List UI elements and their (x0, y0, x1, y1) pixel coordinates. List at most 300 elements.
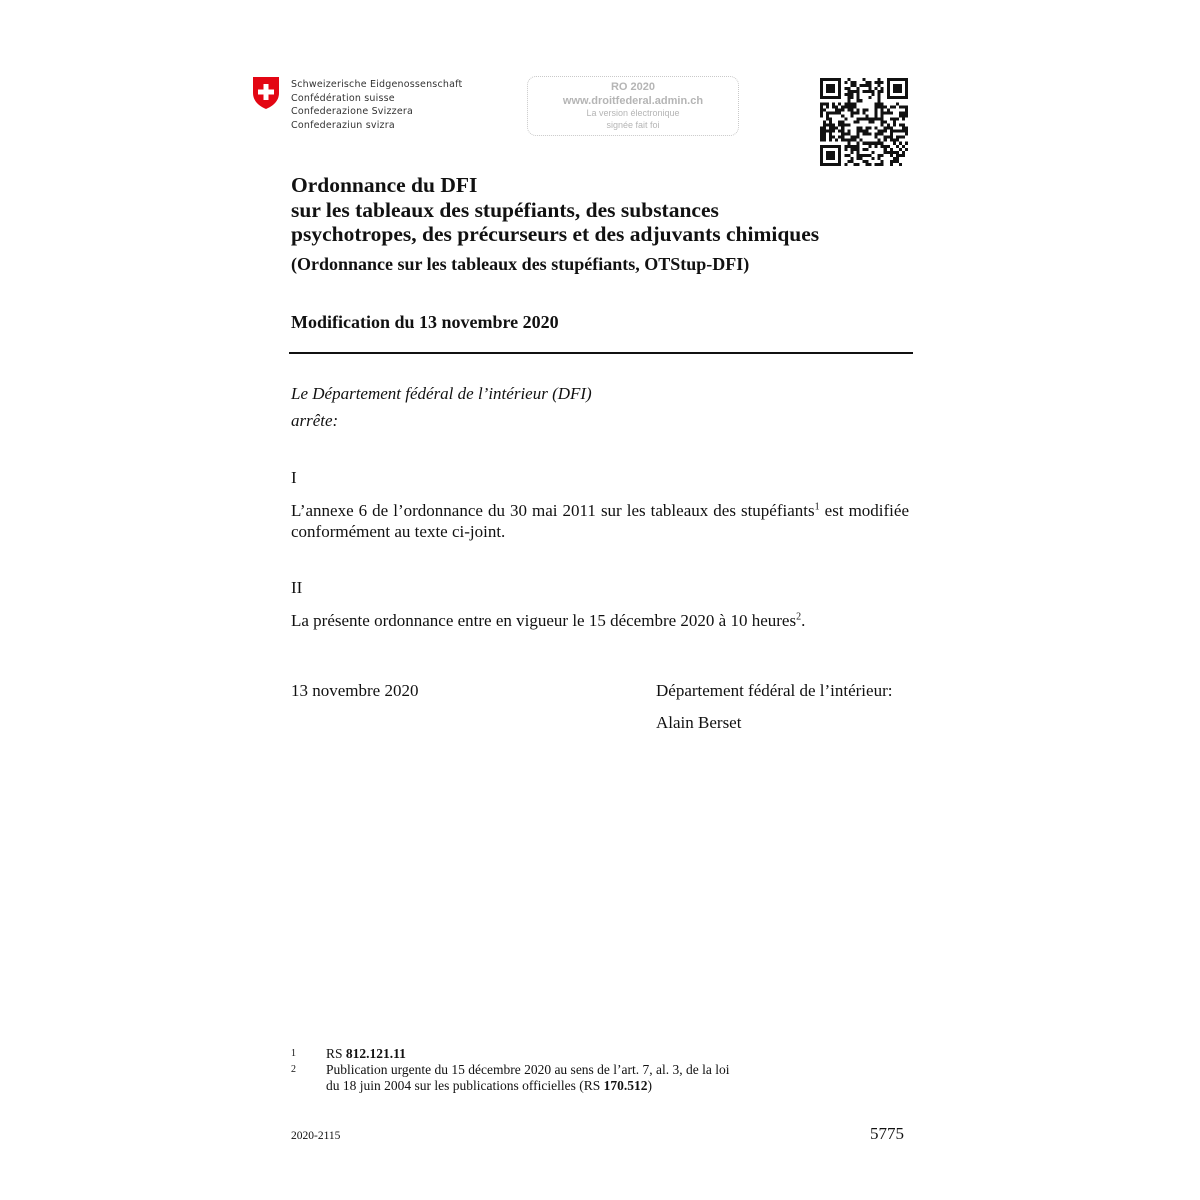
qr-module (841, 130, 844, 133)
qr-module (902, 111, 905, 114)
qr-module (856, 151, 859, 154)
qr-module (890, 105, 893, 108)
qr-module (887, 127, 890, 130)
qr-module (869, 154, 872, 157)
qr-module (856, 111, 859, 114)
qr-module (826, 154, 829, 157)
qr-module (893, 105, 896, 108)
qr-module (826, 102, 829, 105)
qr-module (841, 136, 844, 139)
qr-module (826, 87, 829, 90)
qr-module (853, 120, 856, 123)
qr-module (890, 139, 893, 142)
footnote-2-line-2-end: ) (647, 1078, 652, 1093)
stamp-note-1: La version électronique (586, 108, 680, 118)
section-2-text (291, 610, 909, 631)
qr-module (893, 120, 896, 123)
qr-module (823, 163, 826, 166)
qr-module (878, 99, 881, 102)
qr-module (847, 160, 850, 163)
qr-module (850, 145, 853, 148)
qr-module (820, 154, 823, 157)
qr-module (838, 93, 841, 96)
qr-module (847, 93, 850, 96)
confederation-line-it: Confederazione Svizzera (291, 106, 414, 118)
footnote-ref-2[interactable]: 2 (796, 611, 802, 623)
qr-module (881, 120, 884, 123)
qr-module (826, 163, 829, 166)
qr-module (820, 108, 823, 111)
qr-module (896, 130, 899, 133)
qr-module (899, 96, 902, 99)
stamp-url: www.droitfederal.admin.ch (562, 95, 704, 107)
qr-module (896, 145, 899, 148)
qr-module (878, 154, 881, 157)
qr-module (878, 96, 881, 99)
qr-module (899, 124, 902, 127)
qr-module (887, 151, 890, 154)
qr-module (859, 157, 862, 160)
qr-module (896, 96, 899, 99)
qr-module (829, 96, 832, 99)
qr-module (844, 133, 847, 136)
qr-module (838, 148, 841, 151)
qr-module (905, 81, 908, 84)
qr-module (890, 160, 893, 163)
qr-module (866, 148, 869, 151)
qr-module (847, 108, 850, 111)
qr-module (896, 160, 899, 163)
qr-module (820, 87, 823, 90)
footnote-2-line-1: Publication urgente du 15 décembre 2020 au sens de l’art. 7, al. 3, de la loi (326, 1062, 730, 1077)
qr-module (869, 120, 872, 123)
qr-module (853, 163, 856, 166)
qr-module (823, 127, 826, 130)
qr-module (881, 142, 884, 145)
qr-module (829, 151, 832, 154)
qr-module (844, 81, 847, 84)
qr-module (856, 148, 859, 151)
qr-module (899, 114, 902, 117)
qr-module (832, 84, 835, 87)
qr-module (844, 93, 847, 96)
short-title: (Ordonnance sur les tableaux des stupéfiants, OTStup-DFI) (291, 254, 750, 274)
qr-module (893, 96, 896, 99)
qr-module (875, 117, 878, 120)
qr-module (832, 111, 835, 114)
qr-module (905, 78, 908, 81)
qr-module (893, 139, 896, 142)
qr-module (823, 102, 826, 105)
qr-module (856, 133, 859, 136)
qr-module (838, 90, 841, 93)
qr-module (862, 148, 865, 151)
qr-module (856, 120, 859, 123)
qr-module (866, 154, 869, 157)
qr-module (823, 136, 826, 139)
qr-module (832, 127, 835, 130)
qr-module (899, 105, 902, 108)
qr-module (890, 111, 893, 114)
qr-module (905, 93, 908, 96)
signature-department: Département fédéral de l’intérieur: (656, 681, 893, 700)
qr-module (835, 111, 838, 114)
qr-code-icon (820, 78, 908, 166)
qr-module (896, 136, 899, 139)
qr-module (893, 157, 896, 160)
qr-module (826, 111, 829, 114)
qr-module (866, 117, 869, 120)
qr-module (878, 81, 881, 84)
qr-module (893, 160, 896, 163)
qr-module (899, 90, 902, 93)
qr-module (862, 78, 865, 81)
qr-module (899, 163, 902, 166)
qr-module (838, 81, 841, 84)
qr-module (820, 133, 823, 136)
qr-module (850, 105, 853, 108)
qr-module (844, 154, 847, 157)
qr-module (905, 111, 908, 114)
footnote-2-number: 2 (291, 1064, 296, 1075)
qr-module (905, 127, 908, 130)
footnote-2-reference: 170.512 (603, 1078, 648, 1093)
qr-module (829, 157, 832, 160)
qr-module (832, 78, 835, 81)
qr-module (844, 148, 847, 151)
qr-module (850, 136, 853, 139)
signatory-name: Alain Berset (656, 713, 742, 732)
qr-module (899, 87, 902, 90)
qr-module (884, 127, 887, 130)
qr-module (847, 96, 850, 99)
qr-module (826, 157, 829, 160)
qr-module (875, 105, 878, 108)
qr-module (875, 108, 878, 111)
qr-module (838, 160, 841, 163)
qr-module (847, 90, 850, 93)
qr-module (820, 145, 823, 148)
qr-module (887, 81, 890, 84)
qr-module (850, 90, 853, 93)
qr-module (896, 78, 899, 81)
qr-module (866, 114, 869, 117)
qr-module (832, 157, 835, 160)
official-compilation-stamp (527, 76, 739, 136)
qr-module (866, 130, 869, 133)
qr-module (847, 154, 850, 157)
qr-module (878, 117, 881, 120)
document-title (291, 173, 819, 247)
qr-module (847, 87, 850, 90)
qr-module (847, 142, 850, 145)
qr-module (899, 130, 902, 133)
signature-date: 13 novembre 2020 (291, 681, 419, 700)
qr-module (859, 99, 862, 102)
qr-module (890, 151, 893, 154)
footnote-2-text (326, 1062, 826, 1094)
qr-module (896, 84, 899, 87)
qr-module (881, 133, 884, 136)
qr-module (893, 117, 896, 120)
qr-module (844, 87, 847, 90)
qr-module (887, 90, 890, 93)
section-1-label: I (291, 468, 297, 487)
qr-module (905, 84, 908, 87)
qr-module (881, 124, 884, 127)
qr-module (862, 108, 865, 111)
qr-module (893, 142, 896, 145)
qr-module (890, 148, 893, 151)
qr-module (884, 120, 887, 123)
qr-module (881, 163, 884, 166)
qr-module (838, 136, 841, 139)
qr-module (856, 99, 859, 102)
qr-module (893, 78, 896, 81)
qr-module (875, 133, 878, 136)
qr-module (878, 93, 881, 96)
qr-module (884, 136, 887, 139)
qr-module (905, 142, 908, 145)
qr-module (832, 130, 835, 133)
qr-module (887, 111, 890, 114)
qr-module (859, 84, 862, 87)
qr-module (869, 142, 872, 145)
qr-module (899, 84, 902, 87)
qr-module (866, 133, 869, 136)
qr-module (832, 154, 835, 157)
qr-module (841, 139, 844, 142)
qr-module (820, 136, 823, 139)
qr-module (859, 117, 862, 120)
qr-module (820, 157, 823, 160)
qr-module (838, 145, 841, 148)
qr-module (869, 133, 872, 136)
section-2-text-start: La présente ordonnance entre en vigueur le 15 décembre 2020 à 10 heures (291, 611, 797, 630)
qr-module (905, 87, 908, 90)
qr-module (859, 127, 862, 130)
qr-module (820, 151, 823, 154)
qr-module (841, 105, 844, 108)
qr-module (856, 87, 859, 90)
qr-module (847, 78, 850, 81)
qr-module (823, 124, 826, 127)
footnote-ref-1[interactable]: 1 (814, 501, 820, 513)
qr-module (820, 130, 823, 133)
qr-module (835, 105, 838, 108)
qr-module (847, 99, 850, 102)
qr-module (838, 124, 841, 127)
qr-module (838, 84, 841, 87)
qr-module (890, 154, 893, 157)
qr-module (896, 102, 899, 105)
qr-module (881, 90, 884, 93)
qr-module (820, 139, 823, 142)
qr-module (862, 117, 865, 120)
qr-module (875, 81, 878, 84)
qr-module (826, 124, 829, 127)
qr-module (884, 105, 887, 108)
qr-module (856, 163, 859, 166)
footnote-1-text (326, 1046, 826, 1062)
qr-module (881, 87, 884, 90)
qr-module (902, 124, 905, 127)
qr-module (884, 139, 887, 142)
qr-module (853, 84, 856, 87)
qr-module (872, 117, 875, 120)
qr-module (826, 114, 829, 117)
qr-module (878, 130, 881, 133)
qr-module (869, 127, 872, 130)
qr-module (893, 124, 896, 127)
qr-module (823, 130, 826, 133)
qr-module (832, 87, 835, 90)
qr-module (859, 139, 862, 142)
qr-module (862, 111, 865, 114)
qr-module (826, 117, 829, 120)
qr-module (829, 133, 832, 136)
qr-module (890, 163, 893, 166)
qr-module (866, 84, 869, 87)
qr-module (838, 157, 841, 160)
qr-module (850, 93, 853, 96)
qr-module (832, 105, 835, 108)
qr-module (856, 136, 859, 139)
confederation-line-fr: Confédération suisse (291, 92, 395, 104)
qr-module (896, 154, 899, 157)
qr-module (893, 84, 896, 87)
qr-module (835, 108, 838, 111)
qr-module (881, 114, 884, 117)
qr-module (875, 163, 878, 166)
qr-module (838, 108, 841, 111)
qr-module (866, 163, 869, 166)
qr-module (872, 142, 875, 145)
qr-module (838, 78, 841, 81)
qr-module (902, 154, 905, 157)
qr-module (866, 108, 869, 111)
qr-module (829, 130, 832, 133)
footnote-2-line-2-start: du 18 juin 2004 sur les publications officielles (RS (326, 1078, 604, 1093)
qr-module (820, 93, 823, 96)
qr-module (872, 93, 875, 96)
qr-module (890, 136, 893, 139)
footnote-1-reference: 812.121.11 (345, 1046, 406, 1061)
qr-module (856, 93, 859, 96)
qr-module (847, 139, 850, 142)
qr-module (820, 84, 823, 87)
qr-module (881, 160, 884, 163)
qr-module (820, 90, 823, 93)
qr-module (881, 108, 884, 111)
qr-module (850, 148, 853, 151)
qr-module (899, 142, 902, 145)
qr-module (859, 154, 862, 157)
qr-module (881, 154, 884, 157)
qr-module (881, 117, 884, 120)
modification-date: Modification du 13 novembre 2020 (291, 312, 559, 332)
qr-module (853, 148, 856, 151)
qr-module (896, 139, 899, 142)
qr-module (850, 96, 853, 99)
qr-module (905, 90, 908, 93)
qr-module (850, 102, 853, 105)
qr-module (905, 96, 908, 99)
document-reference: 2020-2115 (291, 1130, 341, 1142)
qr-module (902, 127, 905, 130)
section-1-text-start: L’annexe 6 de l’ordonnance du 30 mai 2011 sur les tableaux des stupéfiants (291, 501, 815, 520)
qr-module (869, 84, 872, 87)
qr-module (902, 145, 905, 148)
qr-module (878, 84, 881, 87)
qr-module (862, 160, 865, 163)
qr-module (823, 108, 826, 111)
qr-module (862, 84, 865, 87)
qr-module (832, 102, 835, 105)
qr-module (832, 145, 835, 148)
qr-module (893, 130, 896, 133)
qr-module (905, 105, 908, 108)
swiss-crest-icon (252, 76, 280, 110)
qr-module (853, 111, 856, 114)
qr-module (850, 111, 853, 114)
qr-module (829, 117, 832, 120)
qr-module (826, 105, 829, 108)
qr-module (853, 139, 856, 142)
qr-module (838, 163, 841, 166)
qr-module (826, 151, 829, 154)
qr-module (890, 96, 893, 99)
qr-module (820, 78, 823, 81)
qr-module (869, 117, 872, 120)
qr-module (881, 102, 884, 105)
qr-module (905, 108, 908, 111)
qr-module (905, 130, 908, 133)
qr-module (838, 120, 841, 123)
qr-module (832, 151, 835, 154)
qr-module (841, 114, 844, 117)
qr-module (866, 81, 869, 84)
qr-module (869, 163, 872, 166)
qr-module (820, 81, 823, 84)
qr-module (838, 154, 841, 157)
qr-module (899, 148, 902, 151)
confederation-name (291, 78, 462, 132)
qr-module (866, 127, 869, 130)
qr-module (884, 148, 887, 151)
qr-module (887, 78, 890, 81)
qr-module (856, 96, 859, 99)
qr-module (869, 96, 872, 99)
qr-module (890, 117, 893, 120)
qr-module (890, 133, 893, 136)
qr-module (835, 78, 838, 81)
qr-module (878, 133, 881, 136)
qr-module (853, 81, 856, 84)
qr-module (878, 90, 881, 93)
qr-module (899, 154, 902, 157)
qr-module (869, 90, 872, 93)
qr-module (820, 148, 823, 151)
page-number: 5775 (870, 1124, 904, 1143)
qr-module (887, 124, 890, 127)
qr-module (850, 151, 853, 154)
qr-module (887, 108, 890, 111)
qr-module (823, 78, 826, 81)
qr-module (905, 133, 908, 136)
qr-module (890, 78, 893, 81)
qr-module (829, 163, 832, 166)
